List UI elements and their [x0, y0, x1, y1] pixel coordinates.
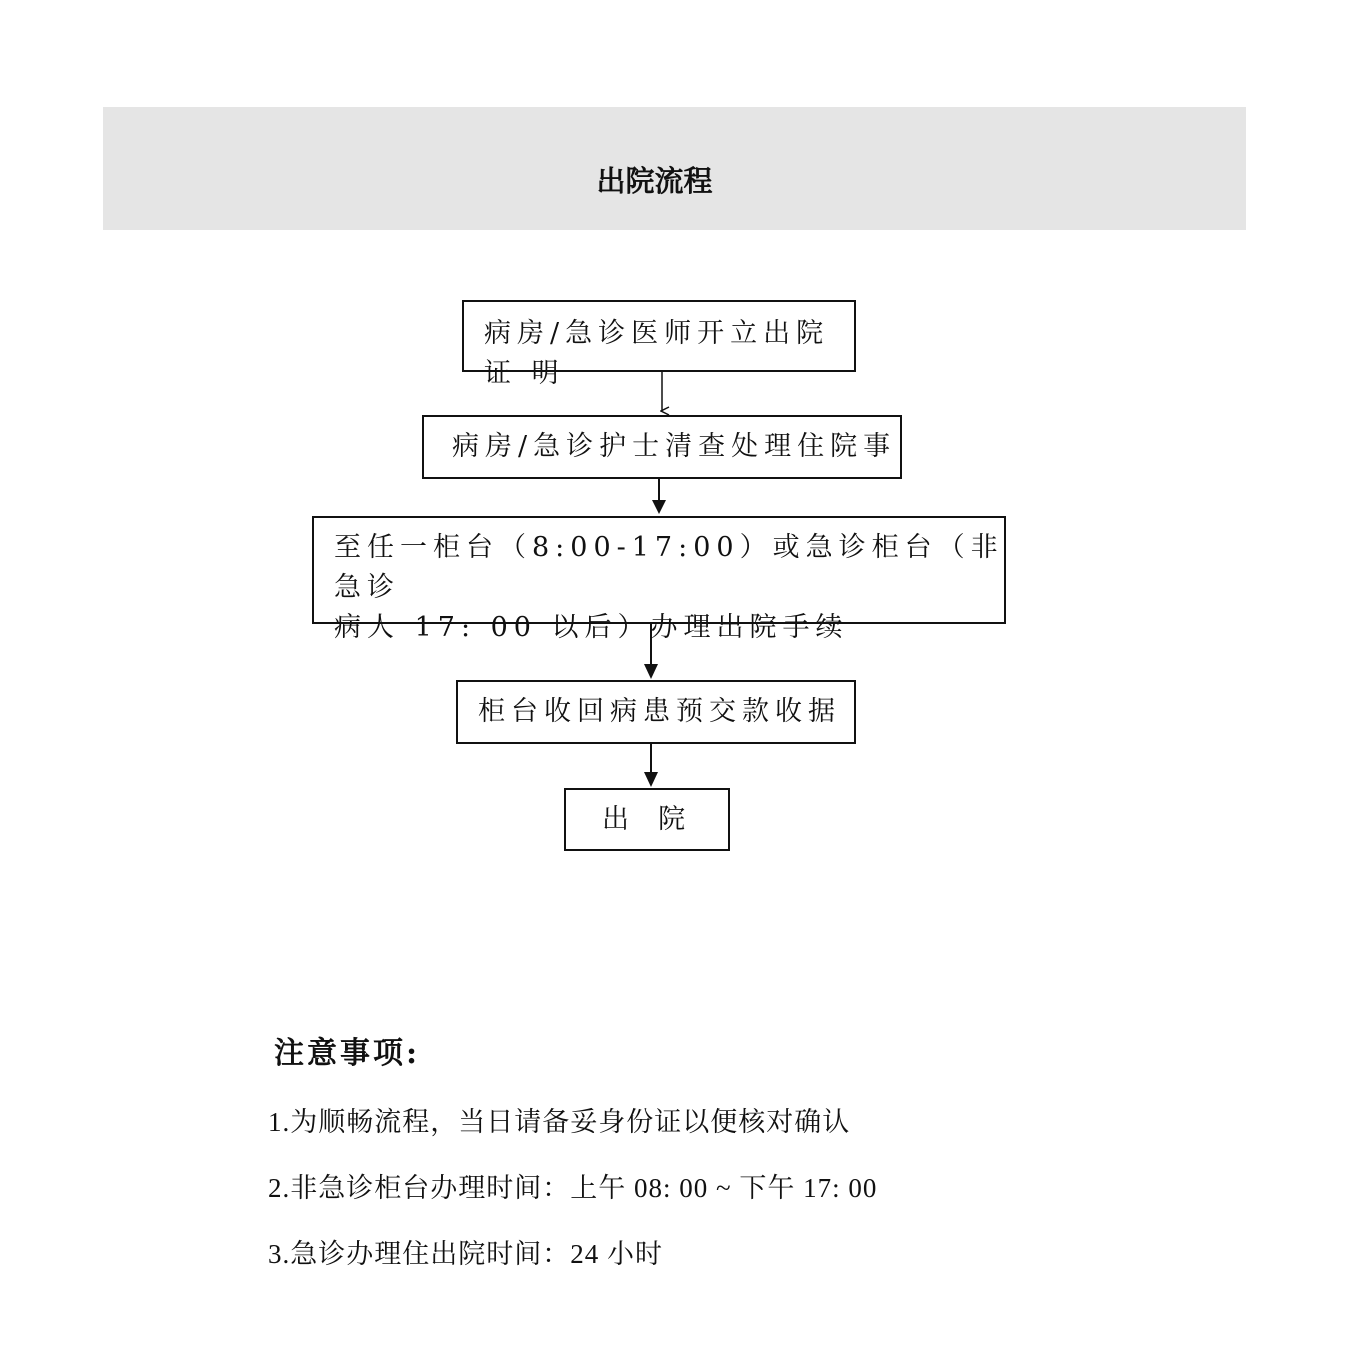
- note-item-1: 1.为顺畅流程，当日请备妥身份证以便核对确认: [268, 1107, 851, 1137]
- header-band: [103, 107, 1246, 230]
- note-item-3: 3.急诊办理住出院时间：24 小时: [268, 1239, 663, 1269]
- flow-step-discharge: [564, 788, 730, 851]
- flow-step-doctor-order: [462, 300, 856, 389]
- notes-heading: 注意事项:: [274, 1036, 421, 1071]
- flow-step-receipt-return: [456, 680, 856, 744]
- arrow-4: [644, 744, 658, 787]
- page-title: 出院流程: [596, 164, 713, 198]
- step-1-label-cut: 证 明: [484, 358, 565, 389]
- step-3-line-2: 病人 17: 00 以后）办理出院手续: [334, 612, 849, 643]
- notes-section: [268, 1032, 1168, 1274]
- step-2-label: 病房/急诊护士清查处理住院事: [452, 431, 897, 462]
- step-4-label: 柜台收回病患预交款收据: [478, 696, 841, 727]
- flow-step-nurse-check: [422, 415, 902, 479]
- step-3-line-1: 至任一柜台（8:00-17:00）或急诊柜台（非急诊: [334, 532, 1004, 603]
- flow-step-counter-process: [312, 516, 1006, 643]
- step-1-label: 病房/急诊医师开立出院: [484, 318, 830, 349]
- arrow-2: [652, 479, 666, 514]
- note-item-2: 2.非急诊柜台办理时间：上午 08: 00 ~ 下午 17: 00: [268, 1173, 878, 1203]
- step-5-label: 出 院: [602, 804, 690, 835]
